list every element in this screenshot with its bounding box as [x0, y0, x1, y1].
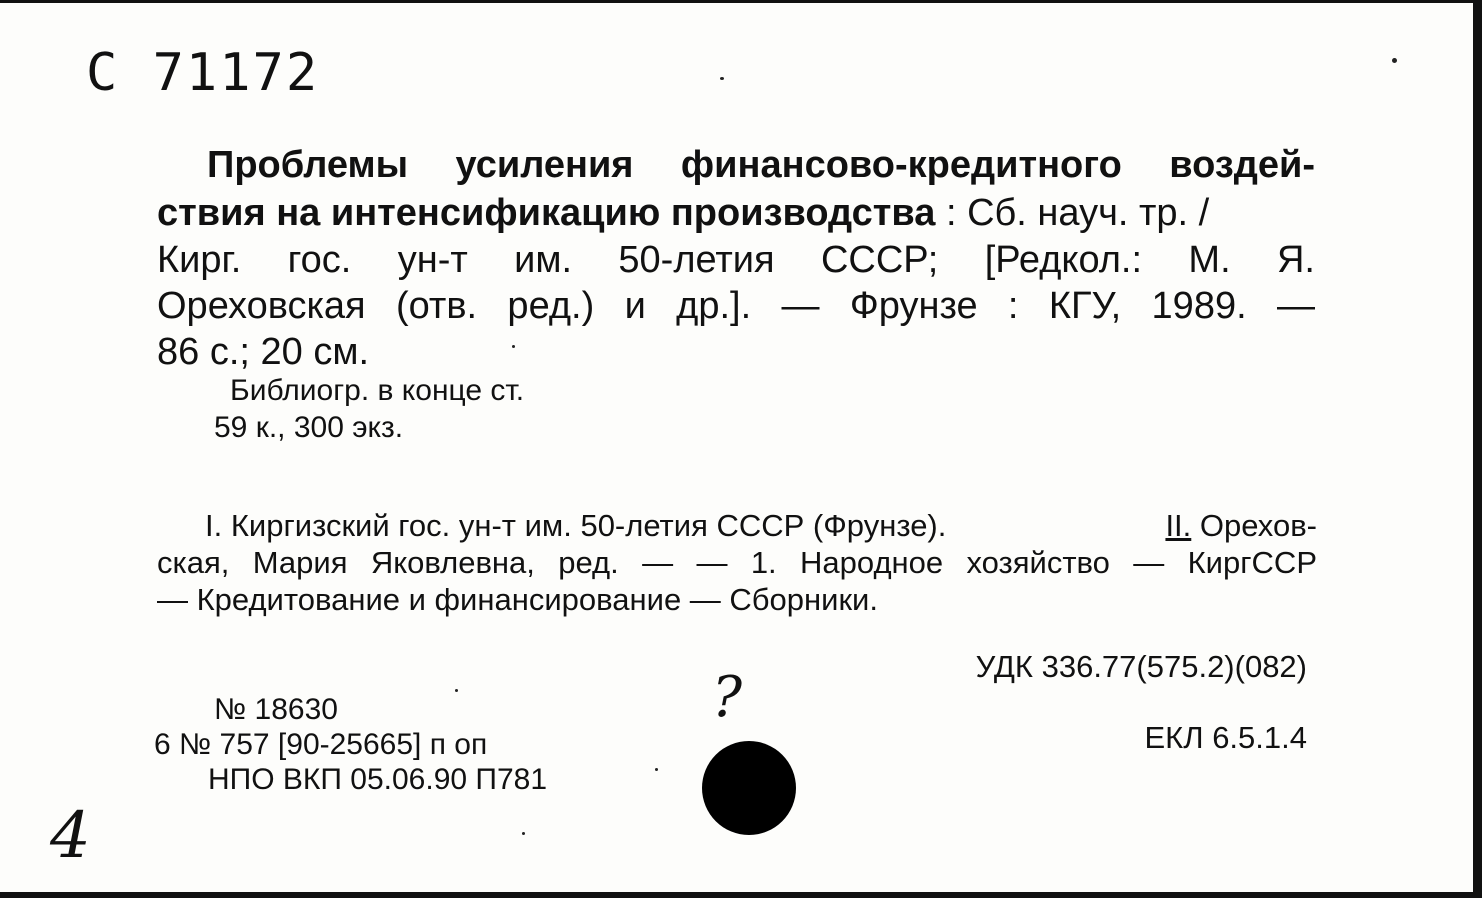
tracing-line-2: ская, Мария Яковлевна, ред. — — 1. Народное хозяйство — КиргССР	[157, 545, 1317, 580]
speck	[455, 689, 458, 692]
tracing-line-1-a: I. Киргизский гос. ун-т им. 50-летия СССР (Фрунзе).	[205, 508, 947, 543]
responsibility-line: Кирг. гос. ун-т им. 50-летия СССР; [Редкол.: М. Я.	[157, 239, 1315, 281]
bibliography-note: Библиогр. в конце ст.	[230, 374, 525, 407]
punch-hole	[702, 741, 796, 835]
tracing-line-1	[205, 508, 1317, 544]
publisher-line: НПО ВКП 05.06.90 П781	[208, 763, 548, 796]
order-line: 6 № 757 [90-25665] п оп	[154, 728, 488, 761]
handwritten-mark-top: ?	[712, 665, 743, 730]
title-line-2-bold: ствия на интенсификацию производства	[157, 192, 936, 234]
tracing-line-3: — Кредитование и финансирование — Сборники.	[157, 582, 878, 617]
title-line-1: Проблемы усиления финансово-кредитного воздей-	[207, 144, 1315, 186]
extent-line: 86 с.; 20 см.	[157, 331, 370, 373]
speck	[1392, 58, 1397, 63]
tracing-line-1-b: Орехов-	[1191, 508, 1317, 543]
tracing-line-1-end	[1165, 508, 1317, 544]
roman-two: II.	[1165, 508, 1192, 543]
imprint-line: Ореховская (отв. ред.) и др.]. — Фрунзе : КГУ, 1989. —	[157, 285, 1315, 327]
title-line-2-rest: : Сб. науч. тр. /	[935, 192, 1210, 234]
card-number: № 18630	[214, 693, 338, 726]
price-note: 59 к., 300 экз.	[214, 411, 404, 444]
shelfmark: С 71172	[86, 43, 320, 103]
speck	[522, 832, 525, 835]
ekl-code: ЕКЛ 6.5.1.4	[1144, 720, 1307, 755]
speck	[655, 768, 658, 771]
udk-code: УДК 336.77(575.2)(082)	[975, 649, 1307, 684]
speck	[512, 345, 515, 348]
handwritten-mark-bottom: 4	[50, 799, 91, 873]
speck	[720, 77, 724, 80]
title-line-2	[157, 189, 1209, 237]
